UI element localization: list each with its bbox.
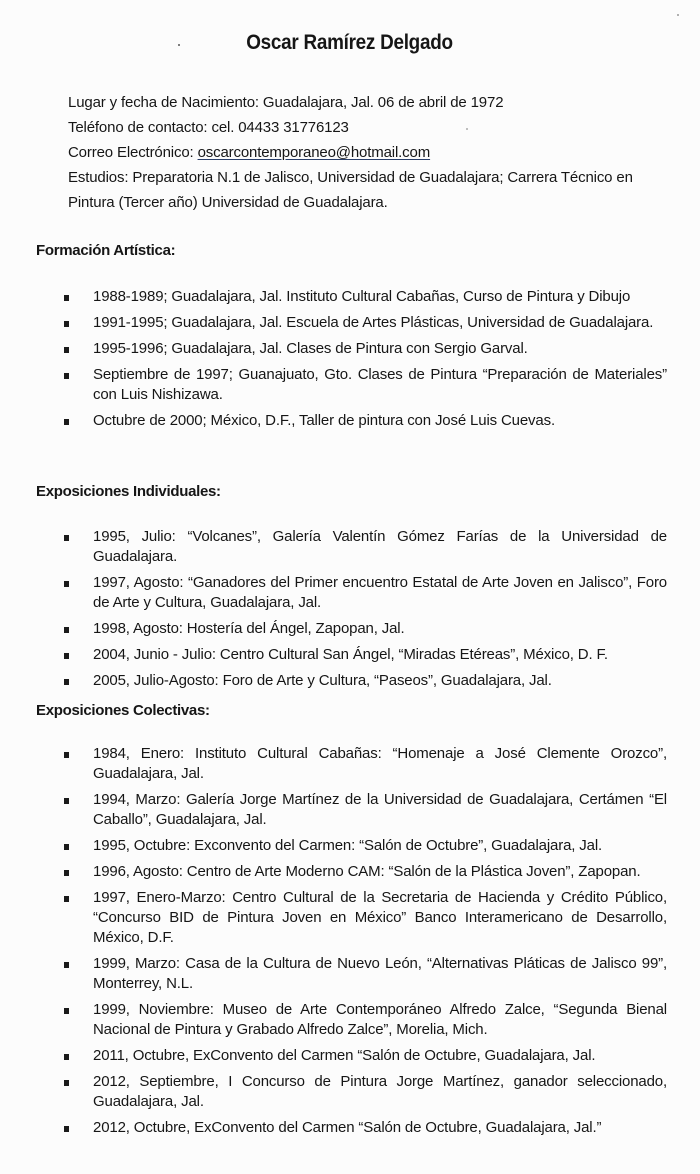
list-item <box>62 1072 667 1112</box>
list-item-text: 1995-1996; Guadalajara, Jal. Clases de Pintura con Sergio Garval. <box>93 340 528 357</box>
square-bullet-icon <box>64 1054 69 1060</box>
list-item <box>62 1000 667 1040</box>
list-item-text: 1996, Agosto: Centro de Arte Moderno CAM: “Salón de la Plástica Joven”, Zapopan. <box>93 863 641 880</box>
list-item <box>62 1118 667 1138</box>
square-bullet-icon <box>64 373 69 379</box>
colectivas-list <box>62 744 667 1144</box>
list-item <box>62 645 667 665</box>
list-item <box>62 790 667 830</box>
list-item <box>62 1046 667 1066</box>
list-item-text: 1995, Octubre: Exconvento del Carmen: “Salón de Octubre”, Guadalajara, Jal. <box>93 837 603 854</box>
list-item <box>62 619 667 639</box>
list-item-text: 2004, Junio - Julio: Centro Cultural San Ángel, “Miradas Etéreas”, México, D. F. <box>93 646 608 663</box>
section-heading-colectivas: Exposiciones Colectivas: <box>36 702 210 719</box>
square-bullet-icon <box>64 752 69 758</box>
list-item <box>62 411 667 431</box>
list-item <box>62 365 667 405</box>
list-item-text: 1988-1989; Guadalajara, Jal. Instituto Cultural Cabañas, Curso de Pintura y Dibujo <box>93 288 631 305</box>
list-item <box>62 573 667 613</box>
square-bullet-icon <box>64 295 69 301</box>
square-bullet-icon <box>64 535 69 541</box>
list-item-text: 1999, Noviembre: Museo de Arte Contemporáneo Alfredo Zalce, “Segunda Bienal Nacional de Pintura y Grabado Alfredo Zalce”, Morelia, Mich. <box>93 1001 667 1038</box>
square-bullet-icon <box>64 1126 69 1132</box>
birth-info: Lugar y fecha de Nacimiento: Guadalajara, Jal. 06 de abril de 1972 <box>68 94 504 111</box>
list-item-text: 1994, Marzo: Galería Jorge Martínez de la Universidad de Guadalajara, Certámen “El Caballo”, Guadalajara, Jal. <box>93 791 667 828</box>
square-bullet-icon <box>64 321 69 327</box>
list-item-text: 1991-1995; Guadalajara, Jal. Escuela de Artes Plásticas, Universidad de Guadalajara. <box>93 314 654 331</box>
list-item <box>62 527 667 567</box>
list-item-text: 1998, Agosto: Hostería del Ángel, Zapopan, Jal. <box>93 620 405 637</box>
list-item-text: 2012, Septiembre, I Concurso de Pintura Jorge Martínez, ganador seleccionado, Guadalajara, Jal. <box>93 1073 667 1110</box>
document-title: Oscar Ramírez Delgado <box>246 31 453 54</box>
square-bullet-icon <box>64 653 69 659</box>
list-item-text: Octubre de 2000; México, D.F., Taller de pintura con José Luis Cuevas. <box>93 412 555 429</box>
phone-info: Teléfono de contacto: cel. 04433 31776123 <box>68 119 349 136</box>
square-bullet-icon <box>64 679 69 685</box>
section-heading-formacion: Formación Artística: <box>36 242 176 259</box>
list-item-text: Septiembre de 1997; Guanajuato, Gto. Clases de Pintura “Preparación de Materiales” con Luis Nishizawa. <box>93 366 667 403</box>
square-bullet-icon <box>64 1008 69 1014</box>
list-item-text: 1999, Marzo: Casa de la Cultura de Nuevo León, “Alternativas Pláticas de Jalisco 99”, Monterrey, N.L. <box>93 955 667 992</box>
scan-speck <box>677 14 679 16</box>
list-item-text: 2011, Octubre, ExConvento del Carmen “Salón de Octubre, Guadalajara, Jal. <box>93 1047 596 1064</box>
square-bullet-icon <box>64 962 69 968</box>
square-bullet-icon <box>64 844 69 850</box>
individuales-list <box>62 527 667 697</box>
square-bullet-icon <box>64 798 69 804</box>
formacion-list <box>62 287 667 437</box>
list-item-text: 2012, Octubre, ExConvento del Carmen “Salón de Octubre, Guadalajara, Jal.” <box>93 1119 602 1136</box>
list-item-text: 1995, Julio: “Volcanes”, Galería Valentín Gómez Farías de la Universidad de Guadalajara. <box>93 528 667 565</box>
email-link[interactable]: oscarcontemporaneo@hotmail.com <box>197 144 431 161</box>
list-item <box>62 287 667 307</box>
list-item <box>62 888 667 948</box>
list-item <box>62 862 667 882</box>
section-heading-individuales: Exposiciones Individuales: <box>36 483 221 500</box>
list-item <box>62 339 667 359</box>
list-item-text: 1997, Enero-Marzo: Centro Cultural de la Secretaria de Hacienda y Crédito Público, “Concurso BID de Pintura Joven en México” Banco Interamericano de Desarrollo, México, D.F. <box>93 889 667 946</box>
list-item <box>62 671 667 691</box>
list-item-text: 1997, Agosto: “Ganadores del Primer encuentro Estatal de Arte Joven en Jalisco”, Foro de Arte y Cultura, Guadalajara, Jal. <box>93 574 667 611</box>
list-item <box>62 313 667 333</box>
list-item <box>62 744 667 784</box>
square-bullet-icon <box>64 1080 69 1086</box>
square-bullet-icon <box>64 896 69 902</box>
list-item-text: 1984, Enero: Instituto Cultural Cabañas: “Homenaje a José Clemente Orozco”, Guadalajara, Jal. <box>93 745 667 782</box>
list-item <box>62 836 667 856</box>
square-bullet-icon <box>64 870 69 876</box>
square-bullet-icon <box>64 347 69 353</box>
list-item-text: 2005, Julio-Agosto: Foro de Arte y Cultura, “Paseos”, Guadalajara, Jal. <box>93 672 552 689</box>
email-label: Correo Electrónico: <box>68 144 198 161</box>
list-item <box>62 954 667 994</box>
email-info <box>68 140 668 165</box>
square-bullet-icon <box>64 581 69 587</box>
square-bullet-icon <box>64 627 69 633</box>
personal-info <box>68 90 668 215</box>
square-bullet-icon <box>64 419 69 425</box>
studies-info: Estudios: Preparatoria N.1 de Jalisco, Universidad de Guadalajara; Carrera Técnico en Pintura (Tercer año) Universidad de Guadalajara. <box>68 169 633 211</box>
